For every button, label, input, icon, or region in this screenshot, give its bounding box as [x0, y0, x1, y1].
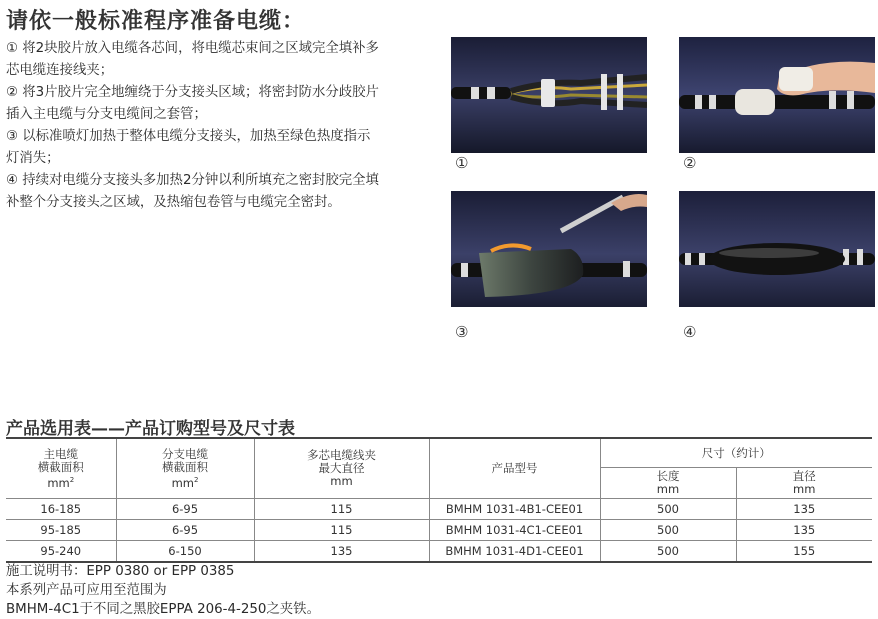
- table-row: [6, 520, 872, 541]
- product-selection-table: [6, 437, 872, 563]
- note-line: BMHM-4C1于不同之黑胶EPPA 206-4-250之夹铁。: [6, 602, 320, 617]
- table-cell: 135: [736, 499, 872, 520]
- step-line: 插入主电缆与分支电缆间之套管；: [6, 107, 207, 122]
- table-cell: 6-95: [116, 499, 254, 520]
- clamp-header: 多芯电缆线夹 最大直径 mm: [254, 438, 429, 499]
- step-line: 灯消失；: [6, 151, 60, 166]
- table-cell: 6-95: [116, 520, 254, 541]
- step-line: ② 将3片胶片完全地缠绕于分支接头区域；将密封防水分歧胶片: [6, 85, 379, 100]
- note-line: 施工说明书：EPP 0380 or EPP 0385: [6, 564, 235, 579]
- note-line: 本系列产品可应用至范围为: [6, 583, 167, 598]
- branch-cable-header: 分支电缆 横截面积 $mm^2$: [116, 438, 254, 499]
- table-cell: 500: [600, 520, 736, 541]
- step-line: ③ 以标准喷灯加热于整体电缆分支接头，加热至绿色热度指示: [6, 129, 371, 144]
- table-cell: 500: [600, 499, 736, 520]
- table-cell: 135: [736, 520, 872, 541]
- table-cell: 6-150: [116, 541, 254, 563]
- model-header: 产品型号: [429, 438, 600, 499]
- table-row: [6, 499, 872, 520]
- step-line: ④ 持续对电缆分支接头多加热2分钟以利所填充之密封胶完全填: [6, 173, 379, 188]
- table-cell: BMHM 1031-4C1-CEE01: [429, 520, 600, 541]
- step3-photo: [451, 191, 647, 307]
- table-cell: 135: [254, 541, 429, 563]
- table-cell: 95-240: [6, 541, 116, 563]
- step4-photo: [679, 191, 875, 307]
- step-line: 芯电缆连接线夹；: [6, 63, 114, 78]
- step1-photo: [451, 37, 647, 153]
- page-title: 请依一般标准程序准备电缆：: [6, 9, 306, 34]
- step4-caption: ④: [683, 323, 697, 341]
- step-line: 补整个分支接头之区域，及热缩包卷管与电缆完全密封。: [6, 195, 341, 210]
- notes: [6, 562, 320, 619]
- length-header: 长度 mm: [600, 468, 736, 499]
- step-line: ① 将2块胶片放入电缆各芯间，将电缆芯束间之区域完全填补多: [6, 41, 379, 56]
- table-cell: BMHM 1031-4B1-CEE01: [429, 499, 600, 520]
- main-cable-header: 主电缆 横截面积 $mm^2$: [37, 446, 84, 490]
- step3-caption: ③: [455, 323, 469, 341]
- table-cell: BMHM 1031-4D1-CEE01: [429, 541, 600, 563]
- diameter-header: 直径 mm: [736, 468, 872, 499]
- step2-photo: [679, 37, 875, 153]
- table-cell: 500: [600, 541, 736, 563]
- size-header: 尺寸（约计）: [600, 438, 872, 468]
- instruction-steps: [6, 38, 434, 214]
- step1-caption: ①: [455, 154, 469, 172]
- table-cell: 95-185: [6, 520, 116, 541]
- table-title: 产品选用表——产品订购型号及尺寸表: [6, 419, 295, 439]
- table-cell: 16-185: [6, 499, 116, 520]
- table-cell: 155: [736, 541, 872, 563]
- table-row: [6, 541, 872, 563]
- table-cell: 115: [254, 499, 429, 520]
- step2-caption: ②: [683, 154, 697, 172]
- table-cell: 115: [254, 520, 429, 541]
